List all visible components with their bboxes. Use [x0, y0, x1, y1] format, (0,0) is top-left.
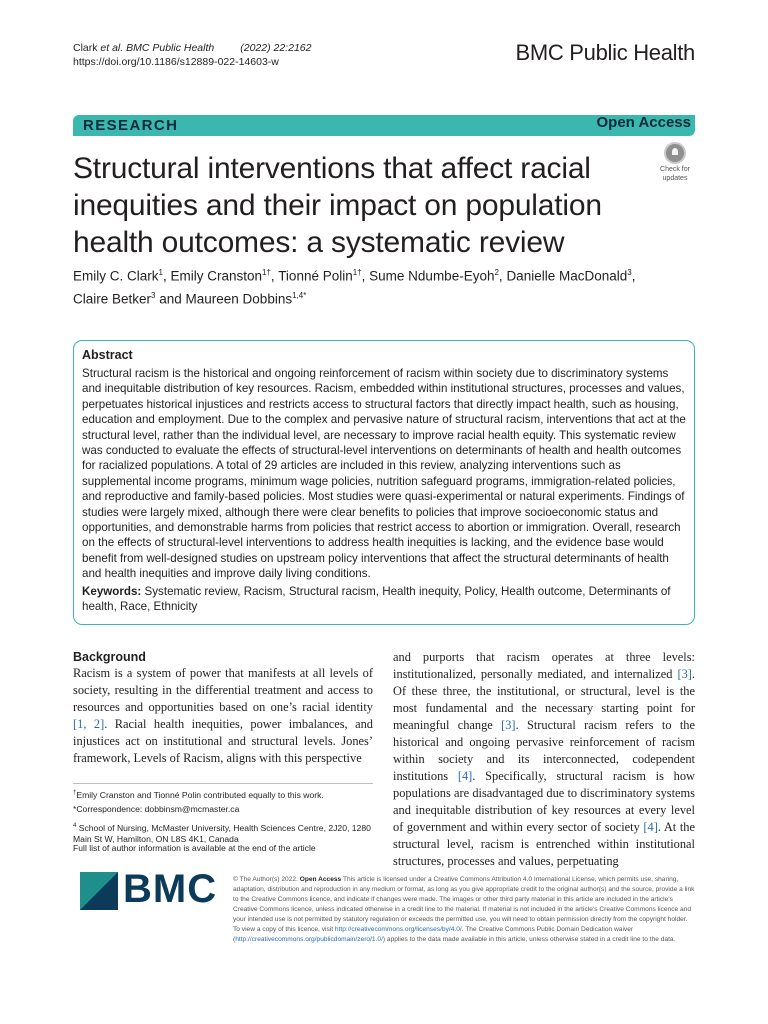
author-affiliation: 2 [494, 268, 499, 277]
check-for-updates-badge[interactable] [655, 142, 695, 184]
open-access-label: Open Access [596, 114, 691, 131]
reference-link[interactable]: [3] [677, 667, 692, 681]
background-paragraph-left [73, 665, 373, 767]
text-run: . Of these three, the institutional, or structural, level is the most fundamental and the necessary starting point for meaningful change [393, 667, 695, 732]
bmc-logo [80, 867, 218, 912]
footnote-equal-contribution [73, 788, 373, 801]
footnote-affiliation [73, 821, 373, 845]
footnote-text: School of Nursing, McMaster University, Health Sciences Centre, 2J20, 1280 Main St W, Hamilton, ON L8S 4K1, Canada [73, 822, 371, 844]
text-run: . At the structural level, racism is entrenched within institutional structures, processes and values, perpetuating [393, 820, 695, 868]
author-affiliation: 1† [352, 268, 362, 277]
license-text: ) applies to the data made available in this article, unless otherwise stated in a credit line to the data. [382, 936, 676, 943]
footnote-mark: 4 [73, 823, 77, 829]
author-separator: and [155, 291, 186, 306]
reference-link[interactable]: [4] [457, 769, 473, 783]
background-paragraph-right [393, 649, 695, 870]
abstract-heading: Abstract [82, 348, 133, 362]
article-title: Structural interventions that affect racial inequities and their impact on population health outcomes: a systematic review [73, 152, 602, 259]
footnote-text: Emily Cranston and Tionné Polin contributed equally to this work. [76, 789, 324, 800]
text-run: . Racial health inequities, power imbalances, and injustices act on institutional and structural levels. Jones’ framework, Levels of Racism, aligns with this perspective [73, 717, 373, 765]
bmc-logo-mark-icon [80, 872, 118, 910]
author-name: Sume Ndumbe-Eyoh [369, 268, 495, 284]
author-affiliation: 1,4* [292, 290, 307, 300]
author-list [73, 263, 673, 308]
license-text: © The Author(s) 2022. [233, 876, 300, 883]
footnote-divider [73, 783, 373, 784]
check-for-updates-icon [664, 142, 686, 164]
keywords-label: Keywords: [82, 584, 142, 598]
citation-journal: BMC Public Health [123, 42, 215, 54]
author-name: Maureen Dobbins [185, 291, 293, 306]
author-affiliation: 3 [627, 268, 632, 277]
right-column [393, 649, 695, 870]
background-heading: Background [73, 650, 146, 664]
license-text: . The Creative Commons Public Domain Dedication waiver ( [233, 926, 634, 943]
reference-link[interactable]: [3] [501, 718, 516, 732]
article-type-label: RESEARCH [83, 117, 179, 134]
badge-line1: Check for [660, 166, 690, 173]
license-statement [233, 875, 695, 945]
bmc-logo-text: BMC [123, 867, 218, 911]
author-separator: , [270, 268, 279, 284]
doi-link[interactable]: https://doi.org/10.1186/s12889-022-14603-w [73, 56, 279, 68]
text-run: Racism is a system of power that manifests at all levels of society, resulting in the differential treatment and access to resources and opportunities based on one’s racial identity [73, 666, 373, 714]
reference-link[interactable]: [1, 2] [73, 717, 105, 731]
abstract-box [73, 340, 695, 625]
citation-line [73, 41, 311, 55]
article-type-band [73, 115, 695, 136]
citation-etal: et al. [100, 42, 124, 54]
footnote-author-info: Full list of author information is available at the end of the article [73, 843, 316, 853]
keywords-list: Systematic review, Racism, Structural racism, Health inequity, Policy, Health outcome, Determinants of health, Race, Ethnicity [82, 584, 671, 614]
author-name: Tionné Polin [278, 268, 353, 284]
author-name: Danielle MacDonald [506, 268, 628, 284]
author-separator: , [631, 268, 636, 284]
footnote-correspondence: *Correspondence: dobbinsm@mcmaster.ca [73, 804, 240, 814]
public-domain-link[interactable]: http://creativecommons.org/publicdomain/zero/1.0/ [235, 936, 383, 943]
text-run: . Structural racism refers to the historical and ongoing pervasive reinforcement of racism within society and its interconnected, codependent institutions [393, 718, 695, 783]
reference-link[interactable]: [4] [643, 820, 658, 834]
author-name: Claire Betker [73, 291, 152, 306]
journal-name: BMC Public Health [515, 40, 695, 65]
keywords [82, 584, 686, 615]
footnote-mark: † [73, 790, 77, 796]
author-separator: , [162, 268, 171, 284]
badge-line2: updates [662, 175, 688, 182]
author-affiliation: 1† [262, 268, 271, 277]
author-separator: , [498, 268, 507, 284]
text-run: and purports that racism operates at three levels: institutionalized, personally mediated, and internalized [393, 650, 695, 681]
author-name: Emily Cranston [170, 268, 263, 284]
citation-issue: (2022) 22:2162 [240, 42, 312, 54]
running-header [73, 41, 311, 69]
license-link[interactable]: http://creativecommons.org/licenses/by/4.0/ [334, 926, 462, 933]
author-affiliation: 3 [151, 290, 156, 300]
author-affiliation: 1 [158, 268, 163, 277]
citation-authors: Clark [73, 42, 101, 54]
abstract-body: Structural racism is the historical and ongoing reinforcement of racism within society due to discriminatory systems and inequitable distribution of key resources. Racism, embedded within institutional structures, processes and values, perpetuates historical injustices and restricts access to structural factors that directly impact health, such as housing, education and employment. Due to the complex and pervasive nature of structural racism, interventions that act at the structural level, rather than the individual level, are necessary to improve racial health equity. This systematic review was conducted to evaluate the effects of structural-level interventions on determinants of health and health outcomes for racialized populations. A total of 29 articles are included in this review, analyzing interventions such as supplemental income programs, minimum wage policies, nutrition safeguard programs, immigration-related policies, and reproductive and family-based policies. Most studies were quasi-experimental or natural experiments. Findings of studies were largely mixed, although there were clear benefits to policies that improve socioeconomic status and opportunities, and demonstrable harms from policies that restrict access to abortion or immigration. Overall, research on the effects of structural-level interventions to address health inequities is lacking, and the evidence base would benefit from well-designed studies on upstream policy interventions that affect the structural determinants of health and health inequities and improve daily living conditions. [82, 367, 686, 581]
left-column [73, 649, 373, 767]
license-text: This article is licensed under a Creative Commons Attribution 4.0 International License, which permits use, sharing, adaptation, distribution and reproduction in any medium or format, as long as you give appropriate credit to the original author(s) and the source, provide a link to the Creative Commons licence, and indicate if changes were made. The images or other third party material in this article are included in the article’s Creative Commons licence, unless indicated otherwise in a credit line to the material. If material is not included in the article’s Creative Commons licence and your intended use is not permitted by statutory regulation or exceeds the permitted use, you will need to obtain permission directly from the copyright holder. To view a copy of this licence, visit [233, 876, 695, 933]
text-run: . Specifically, structural racism is how populations are disadvantaged due to discriminatory systems and inequitable distribution of key resources at every level of government and within every sector of society [393, 769, 695, 834]
author-separator: , [361, 268, 370, 284]
author-name: Emily C. Clark [73, 268, 159, 284]
license-open-access: Open Access [299, 876, 342, 883]
